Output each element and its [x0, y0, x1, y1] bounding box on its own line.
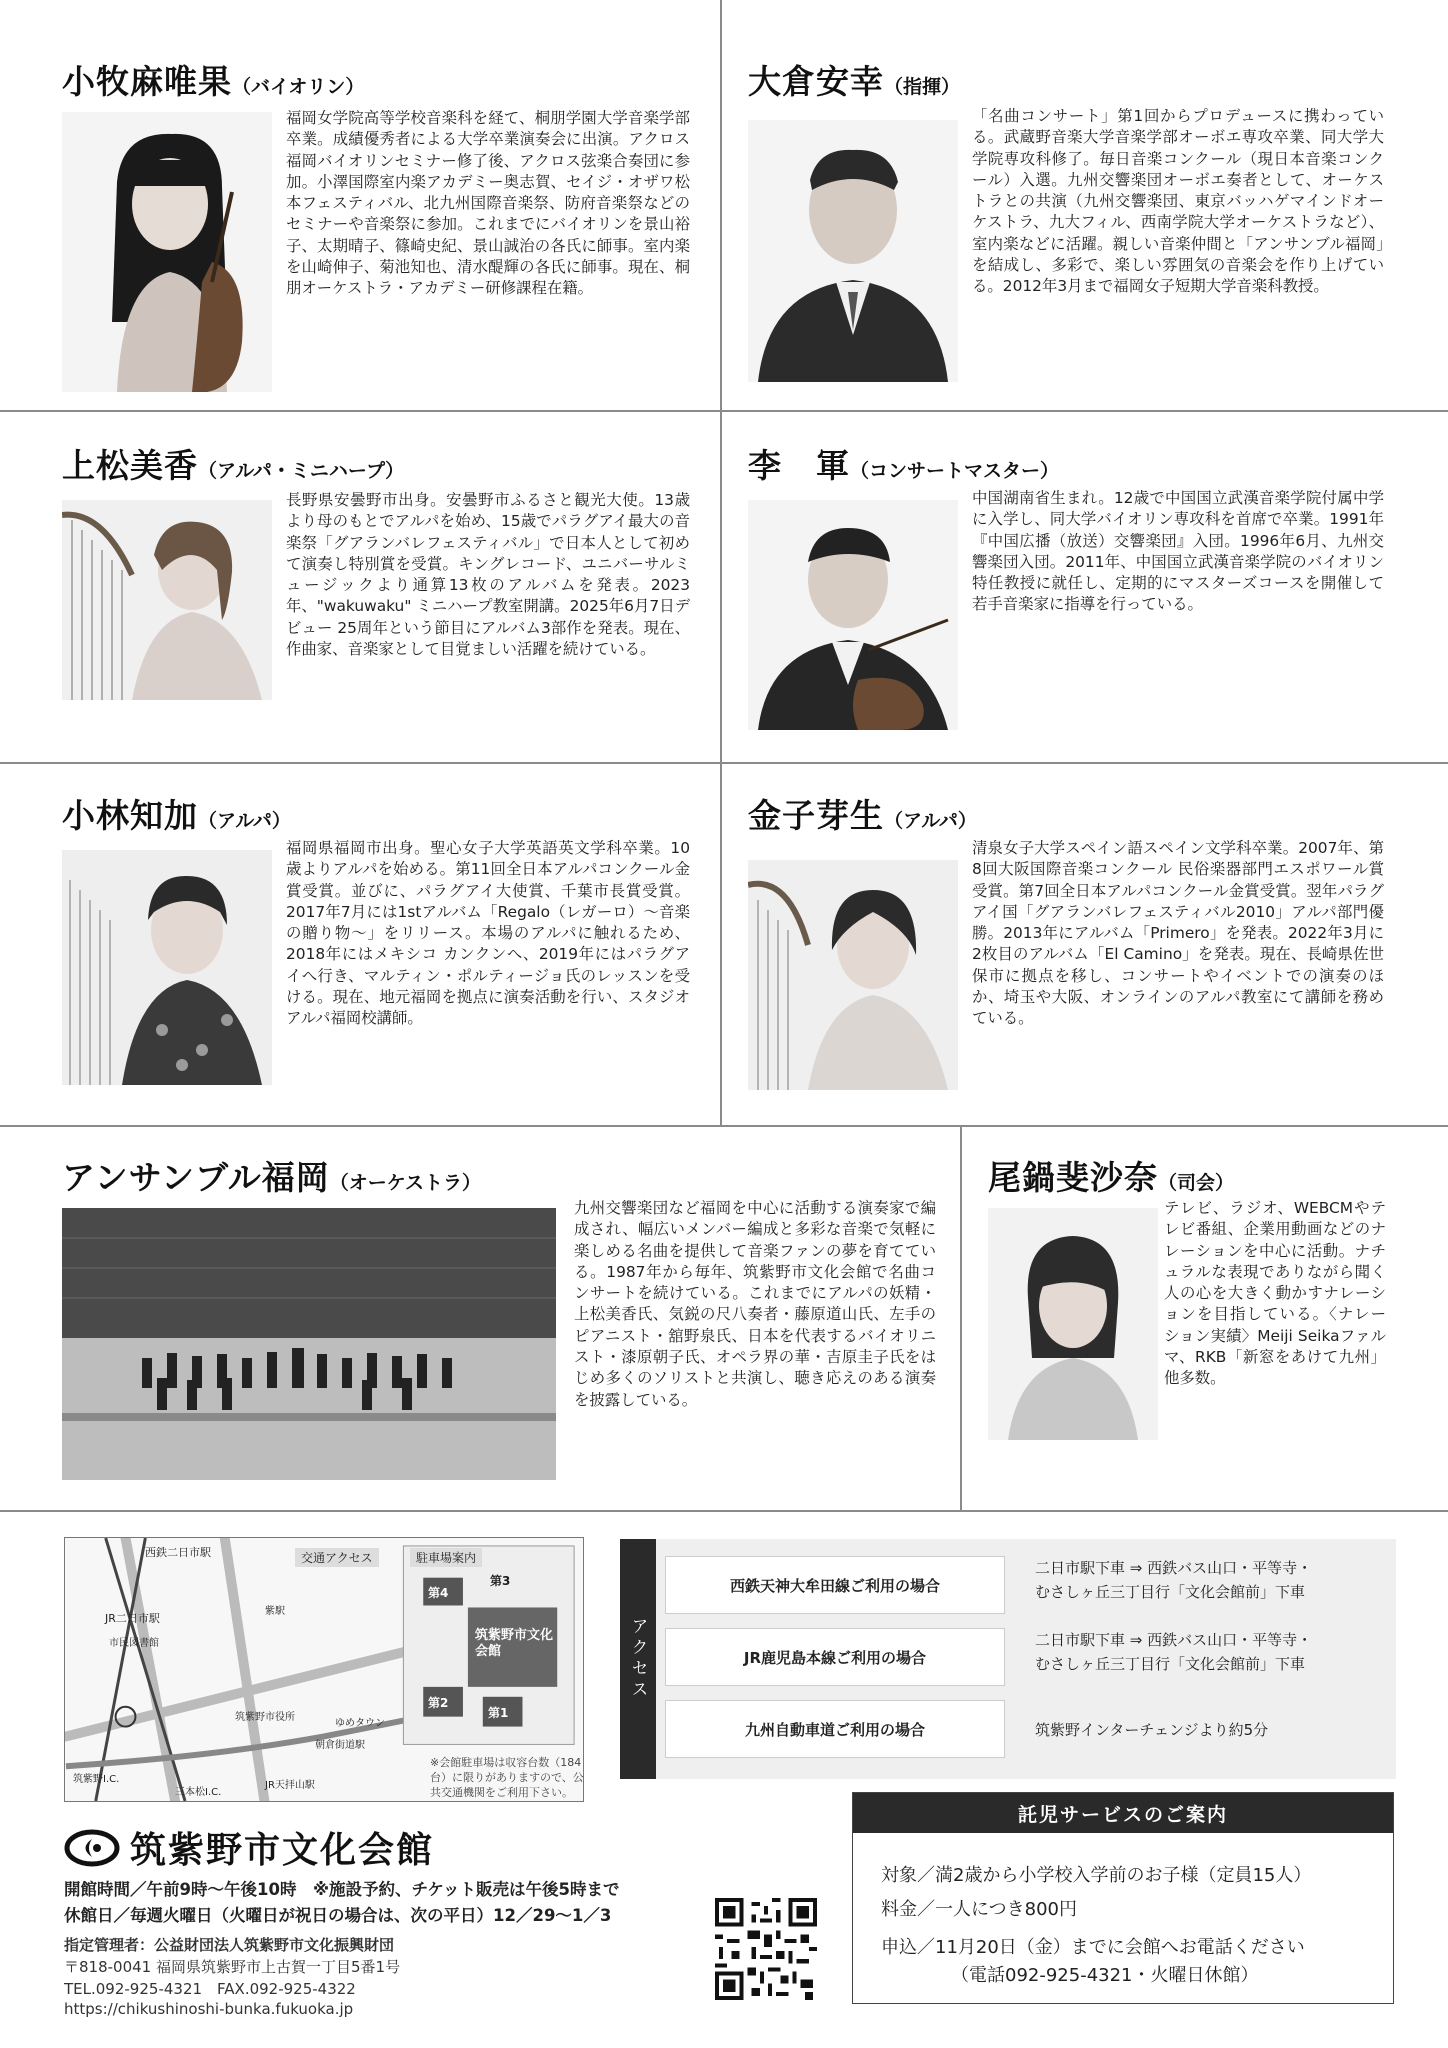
profile-name-li [748, 440, 1059, 487]
profile-bio: 福岡県福岡市出身。聖心女子大学英語英文学科卒業。10歳よりアルパを始める。第11回全日本アルパコンクール金賞受賞。並びに、パラグアイ大使賞、千葉市長賞受賞。2017年7月には1stアルバム「Regalo（レガーロ）〜音楽の贈り物〜」をリリース。本場のアルパに触れるため、2018年にはメキシコ カンクンへ、2019年にはパラグアイへ行き、マルティン・ポルティージョ氏のレッスンを受ける。現在、地元福岡を拠点に演奏活動を行い、スタジオアルパ福岡校講師。 [286, 839, 690, 1028]
access-desc-line: むさしヶ丘三丁目行「文化会館前」下車 [1035, 1583, 1306, 1601]
venue-closed: 休館日／毎週火曜日（火曜日が祝日の場合は、次の平日）12／29〜1／3 [64, 1906, 612, 1925]
profile-role: （指揮） [884, 76, 961, 98]
photo-komaki [62, 112, 272, 392]
map-label-asakura: 朝倉街道駅 [315, 1740, 365, 1751]
map-label-access: 交通アクセス [295, 1548, 379, 1567]
map-label-tenpaizan: JR天拝山駅 [265, 1780, 315, 1791]
map-label-yumetown: ゆめタウン [335, 1718, 385, 1729]
profile-role: （司会） [1158, 1172, 1235, 1194]
map-label-cityhall: 筑紫野市役所 [235, 1712, 295, 1723]
map-label-parking: 駐車場案内 [410, 1548, 482, 1567]
profile-name-text: 小林知加 [62, 796, 198, 835]
access-desc-line: 筑紫野インターチェンジより約5分 [1035, 1721, 1269, 1739]
venue-logo [64, 1822, 434, 1873]
profile-role: （オーケストラ） [329, 1172, 481, 1194]
photo-ensemble [62, 1208, 556, 1480]
profile-name-text: 大倉安幸 [748, 62, 884, 101]
conductor-photo-icon [748, 120, 958, 382]
childcare-title: 託児サービスのご案内 [853, 1793, 1393, 1833]
map-label-chikushino-ic: 筑紫野I.C. [73, 1774, 120, 1785]
orchestra-photo-icon [62, 1208, 556, 1480]
profile-bio: 福岡女学院高等学校音楽科を経て、桐朋学園大学音楽学部卒業。成績優秀者による大学卒業演奏会に出演。アクロス福岡バイオリンセミナー修了後、アクロス弦楽合奏団に参加。小澤国際室内楽アカデミー奥志賀、セイジ・オザワ松本フェスティバル、北九州国際音楽祭、防府音楽祭などのセミナーや音楽祭に参加。これまでにバイオリンを景山裕子、太期晴子、篠崎史紀、景山誠治の各氏に師事。室内楽を山崎伸子、菊池知也、清水醍輝の各氏に師事。現在、桐朋オーケストラ・アカデミー研修課程在籍。 [286, 109, 690, 298]
map-parking-note: ※会館駐車場は収容台数（184台）に限りがありますので、公共交通機関をご利用下さい。 [430, 1756, 584, 1799]
profile-name-agematsu [62, 440, 404, 487]
divider-row-1 [0, 410, 1448, 412]
divider-vertical-top [720, 0, 722, 1125]
childcare-box [852, 1792, 1394, 2004]
profile-name-kobayashi [62, 790, 291, 837]
access-desc-line: むさしヶ丘三丁目行「文化会館前」下車 [1035, 1655, 1306, 1673]
harpist-photo-icon [62, 850, 272, 1085]
profile-role: （バイオリン） [232, 76, 365, 98]
photo-kobayashi [62, 850, 272, 1085]
map-label-p3: 第3 [490, 1574, 511, 1588]
childcare-target: 対象／満2歳から小学校入学前のお子様（定員15人） [881, 1865, 1312, 1886]
violinist-photo-icon [62, 112, 272, 392]
map-label-p1: 第1 [488, 1706, 509, 1720]
venue-name: 筑紫野市文化会館 [130, 1830, 435, 1871]
harpist-photo-icon [62, 500, 272, 700]
venue-tel: TEL.092-925-4321 FAX.092-925-4322 [64, 1980, 356, 1998]
venue-url[interactable]: https://chikushinoshi-bunka.fukuoka.jp [64, 2000, 354, 2018]
map-label-p4: 第4 [428, 1586, 449, 1600]
profile-bio: 清泉女子大学スペイン語スペイン文学科卒業。2007年、第8回大阪国際音楽コンクール 民俗楽器部門エスポワール賞受賞。第7回全日本アルパコンクール金賞受賞。翌年パラグアイ国「グアランバレフェスティバル2010」アルパ部門優勝。2013年にアルバム「Primero」を発表。2022年3月に2枚目のアルバム「El Camino」を発表。現在、長崎県佐世保市に拠点を移し、コンサートやイベントでの演奏のほか、埼玉や大阪、オンラインのアルパ教室にて講師を務めている。 [972, 839, 1384, 1028]
profile-name-text: 小牧麻唯果 [62, 62, 232, 101]
map-label-jr-futsukaichi: JR二日市駅 [105, 1612, 160, 1625]
harpist-photo-icon [748, 860, 958, 1090]
qr-code-icon [715, 1898, 817, 2000]
profile-bio: 「名曲コンサート」第1回からプロデュースに携わっている。武蔵野音楽大学音楽学部オーボエ専攻卒業、同大学大学院専攻科修了。毎日音楽コンクール（現日本音楽コンクール）入選。九州交響楽団オーボエ奏者として、オーケストラとの共演（九州交響楽団、東京バッハゲマインドオーケストラ、九大フィル、西南学院大学オーケストラなど）、室内楽などに活躍。親しい音楽仲間と「アンサンブル福岡」を結成し、多彩で、楽しい雰囲気の音楽会を作り上げている。2012年3月まで福岡女子短期大学音楽科教授。 [972, 107, 1384, 296]
profile-name-okura [748, 56, 960, 103]
childcare-apply: 申込／11月20日（金）までに会館へお電話ください [881, 1937, 1305, 1958]
venue-manager: 指定管理者：公益財団法人筑紫野市文化振興財団 [64, 1936, 395, 1954]
profile-bio: 長野県安曇野市出身。安曇野市ふるさと観光大使。13歳より母のもとでアルパを始め、15歳でパラグアイ最大の音楽祭「グアランバレフェスティバル」で日本人として初めて演奏し特別賞を受賞。キングレコード、ユニバーサルミュージックより通算13枚のアルバムを発表。2023年、"wakuwaku" ミニハープ教室開講。2025年6月7日デビュー 25周年という節目にアルバム3部作を発表。現在、作曲家、音楽家として目覚ましい活躍を続けている。 [286, 491, 690, 659]
map-label-sanbonmatsu-ic: 三本松I.C. [175, 1787, 222, 1798]
profile-role: （アルパ） [198, 810, 291, 832]
profile-name-text: アンサンブル福岡 [62, 1158, 330, 1197]
qr-code[interactable] [715, 1898, 817, 2000]
mc-photo-icon [988, 1208, 1158, 1440]
access-row-nishitetsu: 西鉄天神大牟田線ご利用の場合 [665, 1556, 1005, 1614]
profile-role: （アルパ・ミニハープ） [198, 460, 405, 482]
childcare-fee: 料金／一人につき800円 [881, 1899, 1077, 1920]
map-label-hall: 筑紫野市文化会館 [475, 1628, 554, 1659]
profile-bio: 九州交響楽団など福岡を中心に活動する演奏家で編成され、幅広いメンバー編成と多彩な音楽で気軽に楽しめる名曲を提供して音楽ファンの夢を育てている。1987年から毎年、筑紫野市文化会館で名曲コンサートを続けている。これまでにアルパの妖精・上松美香氏、気鋭の尺八奏者・藤原道山氏、左手のピアニスト・舘野泉氏、日本を代表するバイオリニスト・漆原朝子氏、オペラ界の華・吉原圭子氏をはじめ多くのソリストと共演し、聴き応えのある演奏を披露している。 [574, 1199, 936, 1409]
profile-name-text: 上松美香 [62, 446, 198, 485]
access-desc-expressway [1035, 1718, 1268, 1742]
access-row-jr: JR鹿児島本線ご利用の場合 [665, 1628, 1005, 1686]
divider-row-2 [0, 762, 1448, 764]
venue-hours: 開館時間／午前9時〜午後10時 ※施設予約、チケット販売は午後5時まで [64, 1880, 620, 1899]
profile-name-text: 尾鍋斐沙奈 [988, 1158, 1158, 1197]
photo-onabe [988, 1208, 1158, 1440]
access-desc-line: 二日市駅下車 ⇒ 西鉄バス山口・平等寺・ [1035, 1631, 1313, 1649]
access-desc-line: 二日市駅下車 ⇒ 西鉄バス山口・平等寺・ [1035, 1559, 1313, 1577]
divider-row-4 [0, 1510, 1448, 1512]
profile-name-kaneko [748, 790, 977, 837]
photo-okura [748, 120, 958, 382]
profile-name-komaki [62, 56, 364, 103]
profile-name-text: 金子芽生 [748, 796, 884, 835]
photo-li [748, 500, 958, 730]
map-label-nishitetsu: 西鉄二日市駅 [145, 1546, 211, 1559]
map-label-p2: 第2 [428, 1696, 449, 1710]
divider-row-3 [0, 1125, 1448, 1127]
profile-role: （アルパ） [884, 810, 977, 832]
profile-name-ensemble [62, 1152, 481, 1199]
map-label-shiroeki: 紫駅 [265, 1606, 285, 1617]
concertmaster-photo-icon [748, 500, 958, 730]
venue-logo-icon [64, 1829, 120, 1867]
venue-address: 〒818-0041 福岡県筑紫野市上古賀一丁目5番1号 [64, 1958, 401, 1976]
photo-kaneko [748, 860, 958, 1090]
profile-bio: テレビ、ラジオ、WEBCMやテレビ番組、企業用動画などのナレーションを中心に活動。ナチュラルな表現でありながら聞く人の心を大きく動かすナレーションを目指している。〈ナレーション実績〉Meiji Seikaファルマ、RKB「新窓をあけて九州」他多数。 [1164, 1199, 1386, 1388]
access-desc-jr [1035, 1628, 1312, 1676]
profile-bio: 中国湖南省生まれ。12歳で中国国立武漢音楽学院付属中学に入学し、同大学バイオリン専攻科を首席で卒業。1991年『中国広播（放送）交響楽団』入団。1996年6月、九州交響楽団入団。2011年、中国国立武漢音楽学院のバイオリン特任教授に就任し、定期的にマスターズコースを開催して若手音楽家に指導を行っている。 [972, 489, 1384, 614]
childcare-phone: （電話092-925-4321・火曜日休館） [951, 1965, 1259, 1986]
access-desc-nishitetsu [1035, 1556, 1312, 1604]
access-tab: アクセス [620, 1539, 656, 1779]
access-row-expressway: 九州自動車道ご利用の場合 [665, 1700, 1005, 1758]
profile-name-onabe [988, 1152, 1234, 1199]
profile-role: （コンサートマスター） [850, 460, 1060, 482]
profile-name-text: 李 軍 [748, 446, 850, 485]
divider-vertical-row4 [960, 1125, 962, 1510]
map-label-library: 市民図書館 [109, 1638, 159, 1649]
photo-agematsu [62, 500, 272, 700]
